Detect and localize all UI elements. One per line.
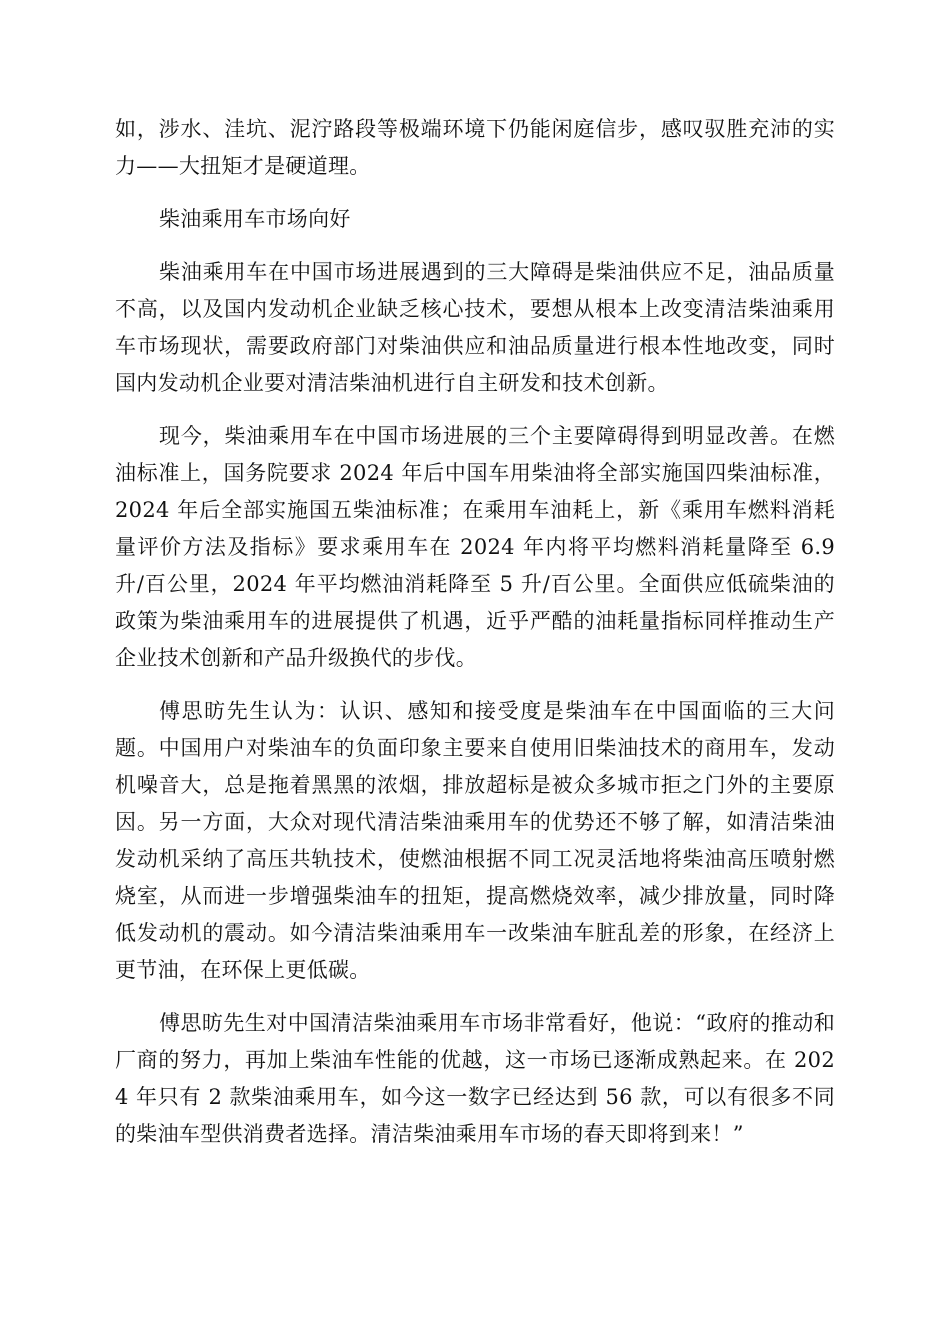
paragraph-improvements: 现今，柴油乘用车在中国市场进展的三个主要障碍得到明显改善。在燃油标准上，国务院要求 2024 年后中国车用柴油将全部实施国四柴油标准，2024 年后全部实施国五柴油标准；在乘用车油耗上，新《乘用车燃料消耗量评价方法及指标》要求乘用车在 2024 年内将平均燃料消耗量降至 6.9 升/百公里，2024 年平均燃油消耗降至 5 升/百公里。全面供应低硫柴油的政策为柴油乘用车的进展提供了机遇，近乎严酷的油耗量指标同样推动生产企业技术创新和产品升级换代的步伐。: [115, 424, 835, 670]
paragraph-continuation: 如，涉水、洼坑、泥泞路段等极端环境下仍能闲庭信步，感叹驭胜充沛的实力——大扭矩才是硬道理。: [115, 117, 835, 178]
paragraph-awareness: 傅思昉先生认为：认识、感知和接受度是柴油车在中国面临的三大问题。中国用户对柴油车的负面印象主要来自使用旧柴油技术的商用车，发动机噪音大，总是拖着黑黑的浓烟，排放超标是被众多城市拒之门外的主要原因。另一方面，大众对现代清洁柴油乘用车的优势还不够了解，如清洁柴油发动机采纳了高压共轨技术，使燃油根据不同工况灵活地将柴油高压喷射燃烧室，从而进一步增强柴油车的扭矩，提高燃烧效率，减少排放量，同时降低发动机的震动。如今清洁柴油乘用车一改柴油车脏乱差的形象，在经济上更节油，在环保上更低碳。: [115, 699, 835, 982]
paragraph-outlook: 傅思昉先生对中国清洁柴油乘用车市场非常看好，他说：“政府的推动和厂商的努力，再加上柴油车性能的优越，这一市场已逐渐成熟起来。在 2024 年只有 2 款柴油乘用车，如今这一数字已经达到 56 款，可以有很多不同的柴油车型供消费者选择。清洁柴油乘用车市场的春天即将到来！”: [115, 1011, 835, 1146]
paragraph-obstacles: 柴油乘用车在中国市场进展遇到的三大障碍是柴油供应不足，油品质量不高，以及国内发动机企业缺乏核心技术，要想从根本上改变清洁柴油乘用车市场现状，需要政府部门对柴油供应和油品质量进行根本性地改变，同时国内发动机企业要对清洁柴油机进行自主研发和技术创新。: [115, 260, 835, 395]
section-heading: 柴油乘用车市场向好: [159, 207, 351, 231]
document-page: [115, 111, 835, 1169]
